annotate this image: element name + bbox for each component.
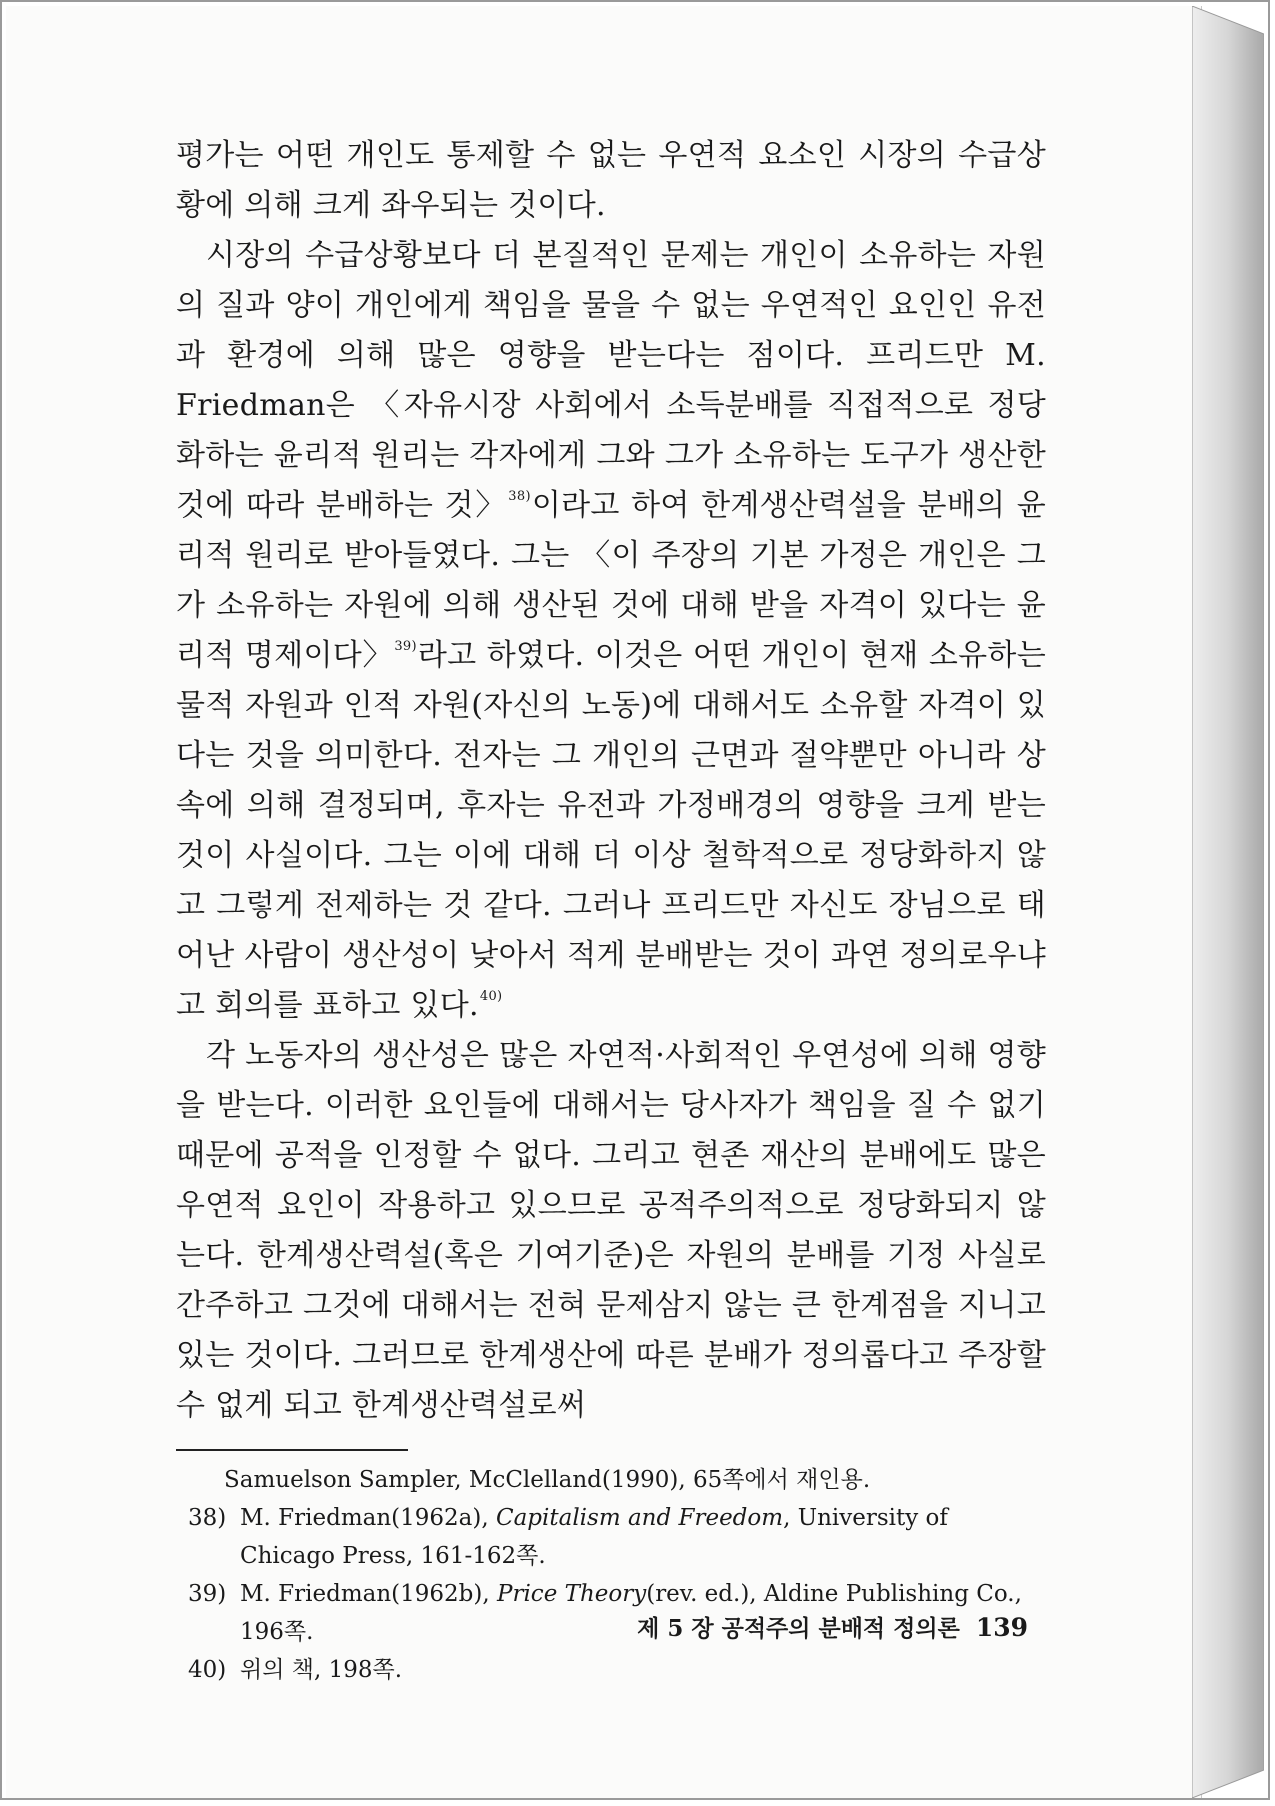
footnote-citation: 위의 책, 198쪽. — [240, 1657, 403, 1683]
paragraph-2-part-a: 시장의 수급상황보다 더 본질적인 문제는 개인이 소유하는 자원의 질과 양이 개인에게 책임을 물을 수 없는 우연적인 요인인 유전과 환경에 의해 많은 영향을 받는다는 점이다. 프리드만 M. Friedman은 〈자유시장 사회에서 소득분배를 직접적으로 정당화하는 윤리적 원리는 각자에게 그와 그가 소유하는 도구가 생산한 것에 따라 분배하는 것〉 — [176, 238, 1046, 523]
paragraph-1: 평가는 어떤 개인도 통제할 수 없는 우연적 요소인 시장의 수급상황에 의해 크게 좌우되는 것이다. — [176, 138, 1046, 223]
book-edge-shading — [1192, 6, 1264, 1798]
footnote-citation: M. Friedman(1962b), — [240, 1581, 497, 1607]
footnote-38 — [176, 1499, 1046, 1575]
page-content — [176, 131, 1046, 1689]
footnote-publisher: , University of Chicago Press, 161-162쪽. — [240, 1505, 948, 1569]
page-number: 139 — [975, 1613, 1028, 1642]
footnote-ref-40[interactable]: 40) — [479, 989, 503, 1004]
footnotes — [176, 1461, 1046, 1689]
paragraph-2-part-b: 이라고 하여 한계생산력설을 분배의 윤리적 원리로 받아들였다. 그는 〈이 주장의 기본 가정은 개인은 그가 소유하는 자원에 의해 생산된 것에 대해 받을 자격이 있다는 윤리적 명제이다〉 — [176, 488, 1047, 673]
paragraph-3: 각 노동자의 생산성은 많은 자연적·사회적인 우연성에 의해 영향을 받는다. 이러한 요인들에 대해서는 당사자가 책임을 질 수 없기 때문에 공적을 인정할 수 없다. 그리고 현존 재산의 분배에도 많은 우연적 요인이 작용하고 있으므로 공적주의적으로 정당화되지 않는다. 한계생산력설(혹은 기여기준)은 자원의 분배를 기정 사실로 간주하고 그것에 대해서는 전혀 문제삼지 않는 큰 한계점을 지니고 있는 것이다. 그러므로 한계생산에 따른 분배가 정의롭다고 주장할 수 없게 되고 한계생산력설로써 — [176, 1038, 1046, 1423]
footnote-40 — [176, 1651, 1046, 1689]
footnote-divider — [176, 1449, 408, 1451]
footnote-continuation: Samuelson Sampler, McClelland(1990), 65쪽에서 재인용. — [224, 1467, 871, 1493]
footnote-number: 38) — [188, 1505, 227, 1531]
footnote-text — [240, 1499, 1046, 1575]
footnote-book-title: Price Theory — [496, 1581, 647, 1607]
book-page — [6, 6, 1202, 1798]
chapter-title: 제 5 장 공적주의 분배적 정의론 — [637, 1615, 960, 1642]
footnote-ref-39[interactable]: 39) — [394, 639, 417, 654]
paragraph-2 — [176, 231, 1046, 1031]
paragraph-2-part-c: 라고 하였다. 이것은 어떤 개인이 현재 소유하는 물적 자원과 인적 자원(자신의 노동)에 대해서도 소유할 자격이 있다는 것을 의미한다. 전자는 그 개인의 근면과 절약뿐만 아니라 상속에 의해 결정되며, 후자는 유전과 가정배경의 영향을 크게 받는 것이 사실이다. 그는 이에 대해 더 이상 철학적으로 정당화하지 않고 그렇게 전제하는 것 같다. 그러나 프리드만 자신도 장님으로 태어난 사람이 생산성이 낮아서 적게 분배받는 것이 과연 정의로우냐고 회의를 표하고 있다. — [176, 638, 1046, 1023]
footnote-number: 40) — [188, 1657, 227, 1683]
footnote-text — [240, 1651, 1046, 1689]
footnote-publisher: (rev. ed.), Aldine Publishing Co., 196쪽. — [240, 1581, 1022, 1645]
running-footer — [176, 1610, 1028, 1643]
footnote-citation: M. Friedman(1962a), — [240, 1505, 496, 1531]
footnote-number: 39) — [188, 1581, 227, 1607]
footnote-ref-38[interactable]: 38) — [508, 489, 531, 504]
footnote-book-title: Capitalism and Freedom — [495, 1505, 784, 1531]
